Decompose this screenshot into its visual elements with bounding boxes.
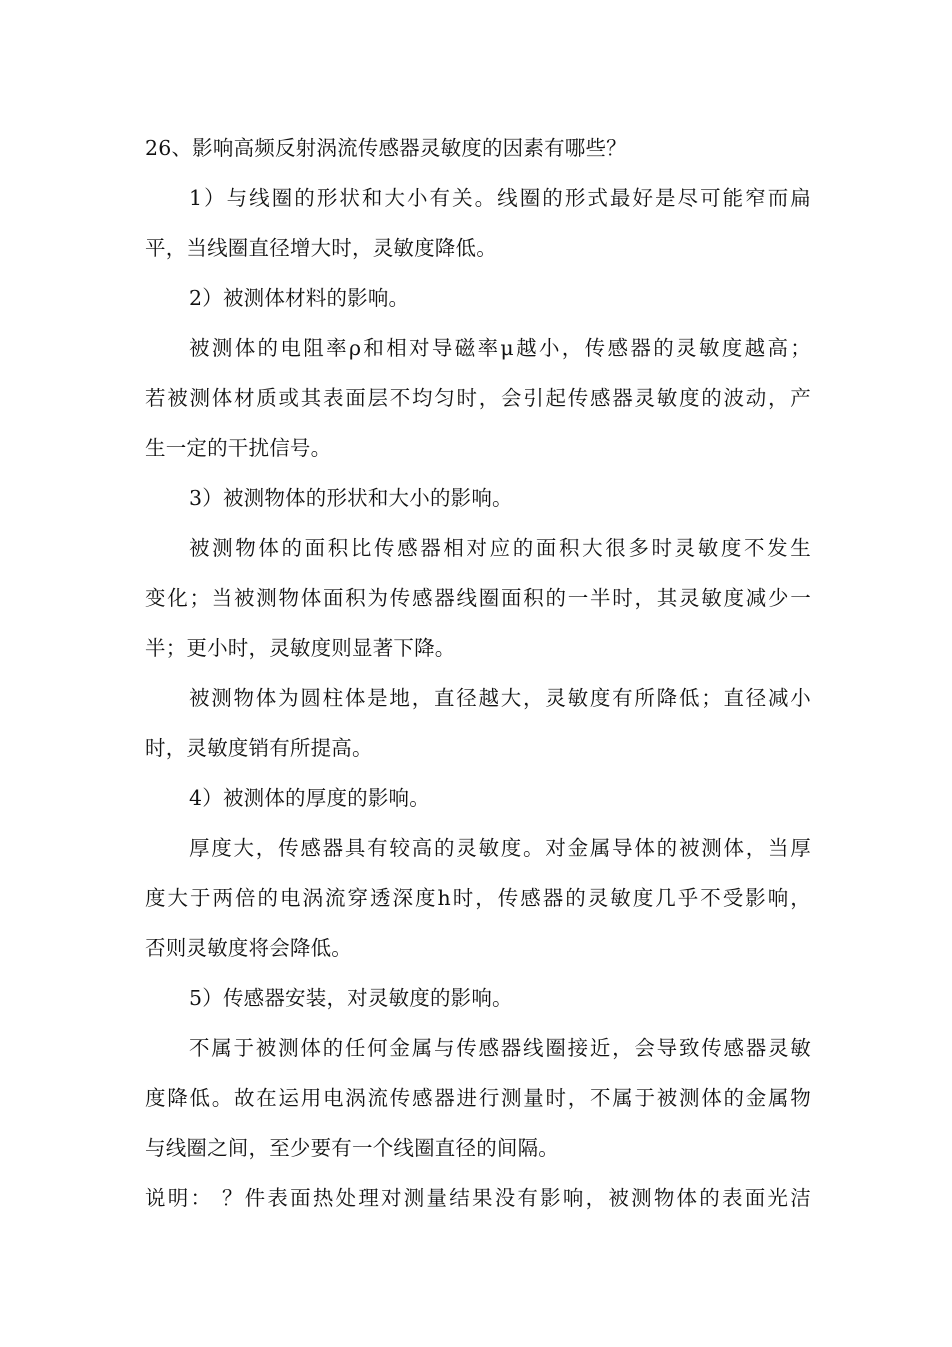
text-line-factor3-a: 被测物体的面积比传感器相对应的面积大很多时灵敏度不发生 — [189, 536, 811, 560]
question-title: 26、影响高频反射涡流传感器灵敏度的因素有哪些？ — [145, 136, 627, 160]
text-line-factor1-b: 平，当线圈直径增大时，灵敏度降低。 — [145, 236, 497, 260]
document-body — [145, 123, 811, 1223]
text-line-factor1-a: 1）与线圈的形状和大小有关。线圈的形式最好是尽可能窄而扁 — [189, 186, 811, 210]
text-line-factor2-heading: 2）被测体材料的影响。 — [189, 286, 410, 310]
text-line-factor5-heading: 5）传感器安装，对灵敏度的影响。 — [189, 986, 513, 1010]
text-line-factor4-c: 否则灵敏度将会降低。 — [145, 936, 352, 960]
text-line-factor3-d: 被测物体为圆柱体是地，直径越大，灵敏度有所降低；直径减小 — [189, 686, 811, 710]
text-line-factor5-c: 与线圈之间，至少要有一个线圈直径的间隔。 — [145, 1136, 559, 1160]
text-line-factor2-c: 生一定的干扰信号。 — [145, 436, 332, 460]
note-line: 说明： ？件表面热处理对测量结果没有影响，被测物体的表面光洁 — [145, 1186, 811, 1210]
text-line-factor4-b: 度大于两倍的电涡流穿透深度h时，传感器的灵敏度几乎不受影响， — [145, 886, 811, 910]
text-line-factor3-c: 半；更小时，灵敏度则显著下降。 — [145, 636, 456, 660]
text-line-factor5-a: 不属于被测体的任何金属与传感器线圈接近，会导致传感器灵敏 — [189, 1036, 811, 1060]
text-line-factor3-e: 时，灵敏度销有所提高。 — [145, 736, 373, 760]
text-line-factor2-a: 被测体的电阻率ρ和相对导磁率μ越小，传感器的灵敏度越高； — [189, 336, 811, 360]
text-line-factor4-a: 厚度大，传感器具有较高的灵敏度。对金属导体的被测体，当厚 — [189, 836, 811, 860]
text-line-factor3-b: 变化；当被测物体面积为传感器线圈面积的一半时，其灵敏度减少一 — [145, 586, 811, 610]
text-line-factor5-b: 度降低。故在运用电涡流传感器进行测量时，不属于被测体的金属物 — [145, 1086, 811, 1110]
text-line-factor2-b: 若被测体材质或其表面层不均匀时，会引起传感器灵敏度的波动，产 — [145, 386, 811, 410]
text-line-factor3-heading: 3）被测物体的形状和大小的影响。 — [189, 486, 513, 510]
text-line-factor4-heading: 4）被测体的厚度的影响。 — [189, 786, 430, 810]
